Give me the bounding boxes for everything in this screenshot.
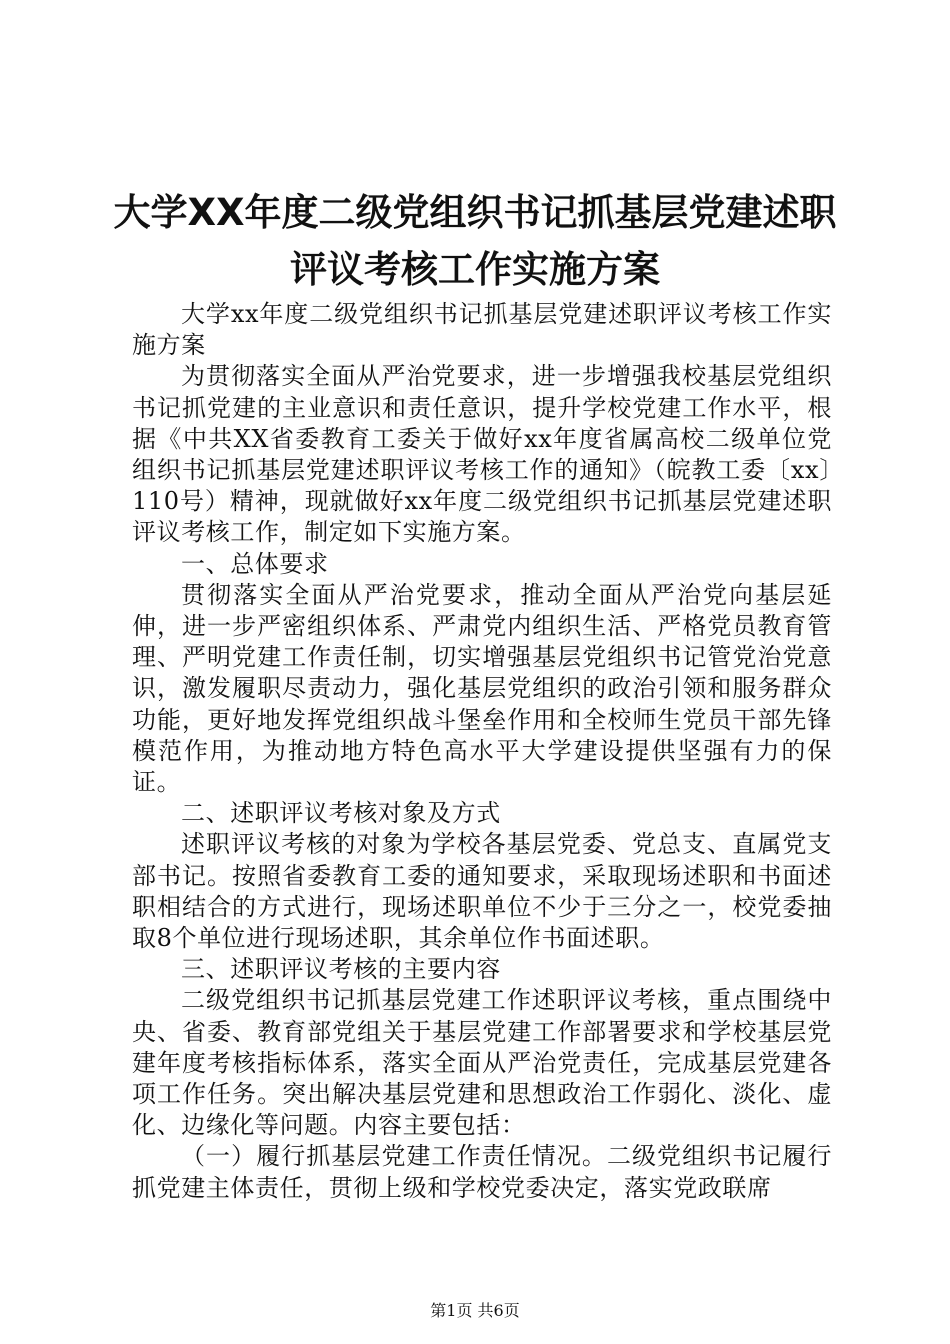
section-heading-1: 一、总体要求 — [181, 549, 329, 578]
document-title-line-1: 大学XX年度二级党组织书记抓基层党建述职 — [113, 191, 837, 234]
paragraph-intro: 为贯彻落实全面从严治党要求，进一步增强我校基层党组织书记抓党建的主业意识和责任意识，提升学校党建工作水平，根据《中共XX省委教育工委关于做好xx年度省属高校二级单位党组织书记抓基层党建述职评议考核工作的通知》（皖教工委〔xx〕110号）精神，现就做好xx年度二级党组织书记抓基层党建述职评议考核工作，制定如下实施方案。 — [132, 362, 832, 547]
paragraph-item-1: （一）履行抓基层党建工作责任情况。二级党组织书记履行抓党建主体责任，贯彻上级和学校党委决定，落实党政联席 — [132, 1142, 832, 1202]
document-body — [132, 299, 832, 1204]
page-footer: 第1页 共6页 — [430, 1301, 520, 1320]
paragraph-subtitle: 大学xx年度二级党组织书记抓基层党建述职评议考核工作实施方案 — [132, 300, 832, 360]
document-title-line-2: 评议考核工作实施方案 — [290, 248, 660, 291]
section-heading-3: 三、述职评议考核的主要内容 — [181, 955, 501, 984]
paragraph-section-2: 述职评议考核的对象为学校各基层党委、党总支、直属党支部书记。按照省委教育工委的通知要求，采取现场述职和书面述职相结合的方式进行，现场述职单位不少于三分之一，校党委抽取8个单位进行现场述职，其余单位作书面述职。 — [132, 830, 832, 953]
paragraph-section-1: 贯彻落实全面从严治党要求，推动全面从严治党向基层延伸，进一步严密组织体系、严肃党内组织生活、严格党员教育管理、严明党建工作责任制，切实增强基层党组织书记管党治党意识，激发履职尽责动力，强化基层党组织的政治引领和服务群众功能，更好地发挥党组织战斗堡垒作用和全校师生党员干部先锋模范作用，为推动地方特色高水平大学建设提供坚强有力的保证。 — [132, 580, 832, 797]
section-heading-2: 二、述职评议考核对象及方式 — [181, 799, 501, 828]
paragraph-section-3: 二级党组织书记抓基层党建工作述职评议考核，重点围绕中央、省委、教育部党组关于基层党建工作部署要求和学校基层党建年度考核指标体系，落实全面从严治党责任，完成基层党建各项工作任务。突出解决基层党建和思想政治工作弱化、淡化、虚化、边缘化等问题。内容主要包括： — [132, 986, 832, 1140]
